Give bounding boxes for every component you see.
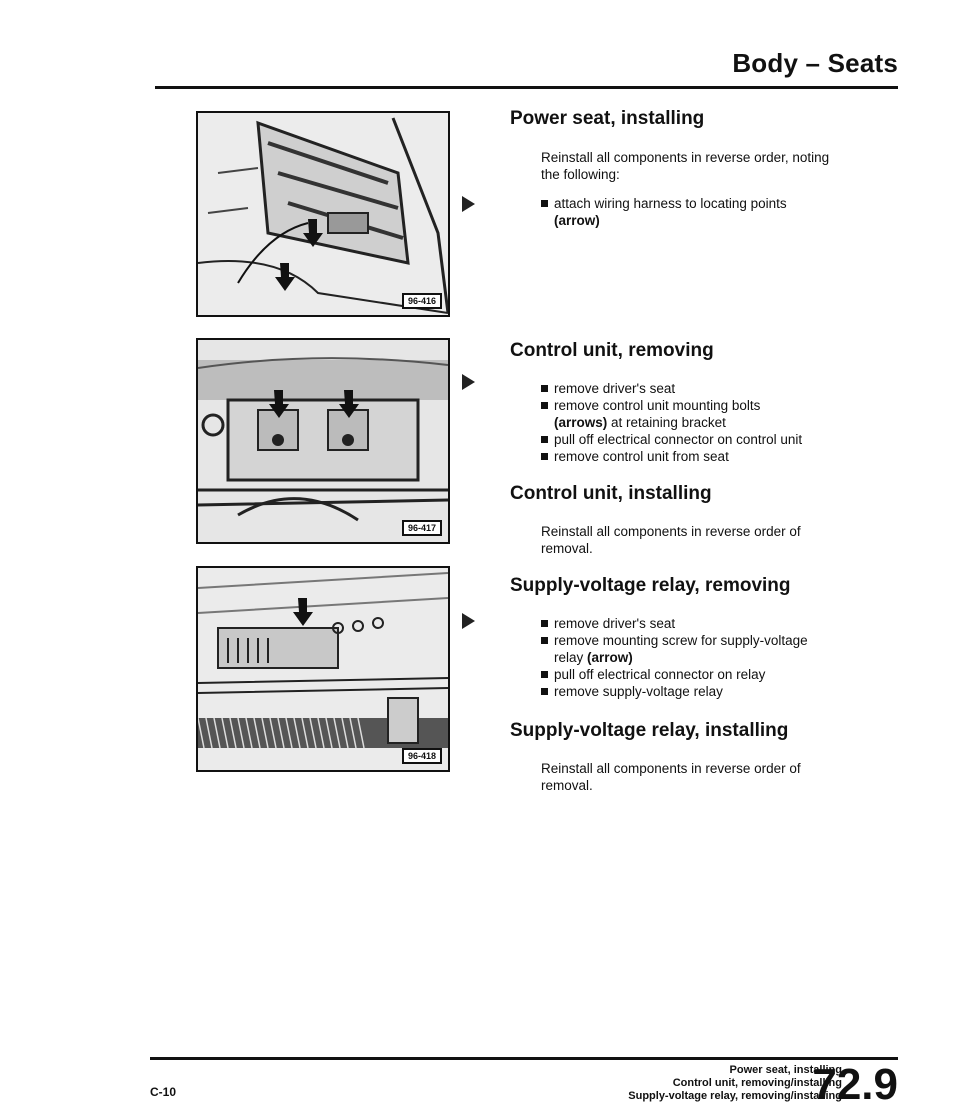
power-seat-intro-text: Reinstall all components in reverse order, noting the following: <box>541 150 830 182</box>
list-item: remove driver's seat <box>541 380 861 397</box>
figure-tag: 96-417 <box>402 520 442 536</box>
footer-page-code: C-10 <box>150 1085 177 1099</box>
footer-rule <box>150 1057 898 1060</box>
figure-control-unit <box>196 338 450 544</box>
figure-supply-voltage-relay <box>196 566 450 772</box>
section-title-relay-removing: Supply-voltage relay, removing <box>510 575 791 596</box>
control-unit-removing-steps <box>541 380 861 465</box>
section-title-control-unit-removing: Control unit, removing <box>510 340 714 361</box>
section-title-power-seat-installing: Power seat, installing <box>510 108 705 129</box>
figure-pointer-icon <box>462 374 475 390</box>
power-seat-steps <box>541 195 861 229</box>
list-item: remove mounting screw for supply-voltage relay (arrow) <box>541 632 861 666</box>
list-item: pull off electrical connector on relay <box>541 666 861 683</box>
figure-tag: 96-416 <box>402 293 442 309</box>
relay-installing-text: Reinstall all components in reverse order of removal. <box>541 761 801 793</box>
section-title-relay-installing: Supply-voltage relay, installing <box>510 720 789 741</box>
list-item: remove control unit from seat <box>541 448 861 465</box>
supply-voltage-relay-photo-icon <box>198 568 448 770</box>
control-unit-bracket-photo-icon <box>198 340 448 542</box>
figure-pointer-icon <box>462 613 475 629</box>
footer-topic: Supply-voltage relay, removing/installing <box>628 1090 842 1102</box>
list-item: attach wiring harness to locating points (arrow) <box>541 195 861 229</box>
list-item: remove driver's seat <box>541 615 861 632</box>
figure-power-seat <box>196 111 450 317</box>
list-item: pull off electrical connector on control unit <box>541 431 861 448</box>
figure-tag: 96-418 <box>402 748 442 764</box>
figure-pointer-icon <box>462 196 475 212</box>
seat-frame-wiring-photo-icon <box>198 113 448 315</box>
page-header-title: Body – Seats <box>732 48 898 78</box>
footer-topic: Control unit, removing/installing <box>672 1077 842 1089</box>
header-rule <box>155 86 898 89</box>
page-number: 72.9 <box>812 1060 898 1109</box>
control-unit-installing-text: Reinstall all components in reverse order of removal. <box>541 524 801 556</box>
footer-topic: Power seat, installing <box>729 1064 842 1076</box>
list-item: remove control unit mounting bolts (arrows) at retaining bracket <box>541 397 861 431</box>
list-item: remove supply-voltage relay <box>541 683 861 700</box>
relay-removing-steps <box>541 615 861 700</box>
section-title-control-unit-installing: Control unit, installing <box>510 483 712 504</box>
footer-topics <box>628 1064 842 1103</box>
